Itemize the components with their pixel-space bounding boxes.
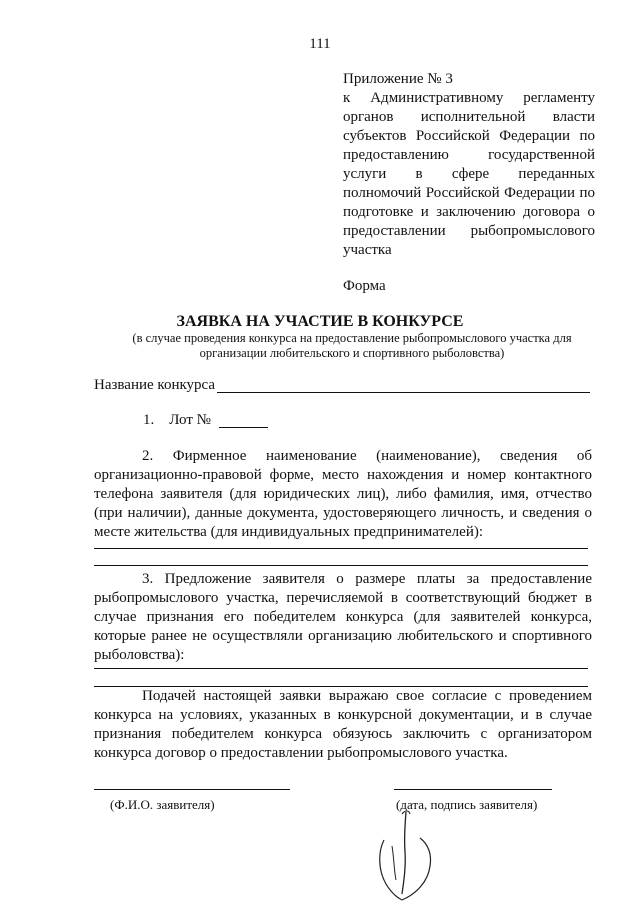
date-signature-line (394, 789, 552, 790)
applicant-name-line (94, 789, 290, 790)
lot-number-line (219, 427, 268, 428)
answer-line (94, 668, 588, 669)
form-label: Форма (343, 278, 386, 294)
contest-name-label: Название конкурса (94, 377, 216, 393)
lot-label: 1. Лот № (143, 412, 211, 428)
date-signature-label: (дата, подпись заявителя) (396, 797, 538, 812)
paragraph-applicant-info: 2. Фирменное наименование (наименование), сведения об организационно-правовой форме, место нахождения и номер контактного телефона заявителя (для юридических лиц), либо фамилия, имя, отчество (при наличии), данные документа, удостоверяющего личность, и сведения о месте жительства (для индивидуальных предпринимателей): (94, 448, 592, 540)
appendix-block (343, 70, 595, 296)
signature-mark-icon (372, 808, 442, 902)
appendix-title: Приложение № 3 (343, 71, 453, 87)
applicant-name-label: (Ф.И.О. заявителя) (110, 797, 215, 812)
page-number: 111 (309, 36, 331, 52)
answer-line (94, 548, 588, 549)
document-subtitle: (в случае проведения конкурса на предоставление рыбопромыслового участка для организации любительского и спортивного рыболовства) (132, 331, 572, 360)
paragraph-consent: Подачей настоящей заявки выражаю свое согласие с проведением конкурса на условиях, указанных в конкурсной документации, и в случае признания победителем конкурса обязуюсь заключить с организатором конкурса договор о предоставлении рыбопромыслового участка. (94, 688, 592, 761)
paragraph-fee-offer: 3. Предложение заявителя о размере платы за предоставление рыбопромыслового участка, перечисляемой в соответствующий бюджет в случае признания его победителем конкурса (для заявителей конкурса, которые ранее не осуществляли организацию любительского и спортивного рыболовства): (94, 571, 592, 663)
appendix-body: к Административному регламенту органов исполнительной власти субъектов Российской Федерации по предоставлению государственной услуги в сфере переданных полномочий Российской Федерации по подготовке и заключению договора о предоставлении рыбопромыслового участка (343, 90, 595, 258)
document-title: ЗАЯВКА НА УЧАСТИЕ В КОНКУРСЕ (176, 313, 464, 330)
contest-name-line (217, 392, 590, 393)
answer-line (94, 565, 588, 566)
